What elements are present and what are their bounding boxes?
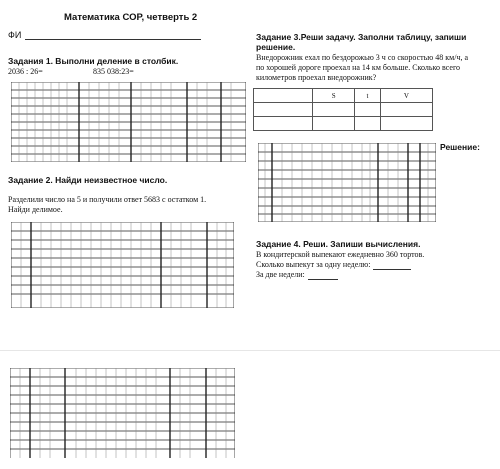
grid-lines [258, 143, 436, 222]
name-field-label: ФИ [8, 30, 22, 40]
table-cell[interactable] [313, 117, 355, 131]
task3-answer-grid[interactable] [258, 143, 436, 222]
page-title: Математика СОР, четверть 2 [64, 12, 198, 23]
table-cell[interactable] [254, 103, 313, 117]
grid-lines [10, 368, 235, 458]
table-cell[interactable] [313, 103, 355, 117]
table-cell[interactable] [355, 117, 380, 131]
task3-heading-line-1: Задание 3.Реши задачу. Заполни таблицу, запиши [256, 32, 467, 42]
task4-week-question: Сколько выпекут за одну неделю: [256, 260, 371, 269]
task4-text-line-3 [256, 270, 338, 280]
task4-two-weeks-question: За две недели: [256, 270, 305, 279]
name-field-line[interactable] [25, 39, 201, 40]
task3-table [253, 88, 433, 131]
table-cell[interactable] [254, 117, 313, 131]
table-row [254, 103, 433, 117]
grid-lines [11, 82, 246, 162]
table-header-row [254, 89, 433, 103]
table-row [254, 117, 433, 131]
page2-answer-grid[interactable] [10, 368, 235, 458]
task2-text-1: Разделили число на 5 и получили ответ 5683 с остатком 1. [8, 195, 207, 204]
task3-text-line-2: по хорошей дороге проехал на 14 км больше. Сколько всего [256, 63, 461, 72]
table-cell[interactable] [380, 103, 432, 117]
table-header-cell: V [380, 89, 432, 103]
grid-lines [11, 222, 234, 308]
table-cell[interactable] [380, 117, 432, 131]
answer-blank-one-week[interactable] [373, 261, 411, 270]
table-header-cell [254, 89, 313, 103]
table-header-cell: S [313, 89, 355, 103]
task3-solution-label: Решение: [440, 142, 480, 152]
task4-text-line-1: В кондитерской выпекают ежедневно 360 тортов. [256, 250, 425, 259]
task1-heading: Задания 1. Выполни деление в столбик. [8, 56, 179, 66]
task3-text-line-1: Внедорожник ехал по бездорожью 3 ч со скоростью 48 км/ч, а [256, 53, 469, 62]
task1-expression-1: 2036 : 26= [8, 67, 43, 76]
answer-blank-two-weeks[interactable] [308, 271, 338, 280]
task3-heading-line-2: решение. [256, 42, 296, 52]
task4-text-line-2 [256, 260, 411, 270]
task2-heading: Задание 2. Найди неизвестное число. [8, 175, 168, 185]
worksheet-page-2 [0, 350, 500, 469]
task2-answer-grid[interactable] [11, 222, 234, 308]
table-cell[interactable] [355, 103, 380, 117]
task1-answer-grid[interactable] [11, 82, 246, 162]
table-header-cell: t [355, 89, 380, 103]
task2-text-2: Найди делимое. [8, 205, 63, 214]
task4-heading: Задание 4. Реши. Запиши вычисления. [256, 239, 421, 249]
task1-expression-2: 835 038:23= [93, 67, 134, 76]
task3-text-line-3: километров проехал внедорожник? [256, 73, 377, 82]
